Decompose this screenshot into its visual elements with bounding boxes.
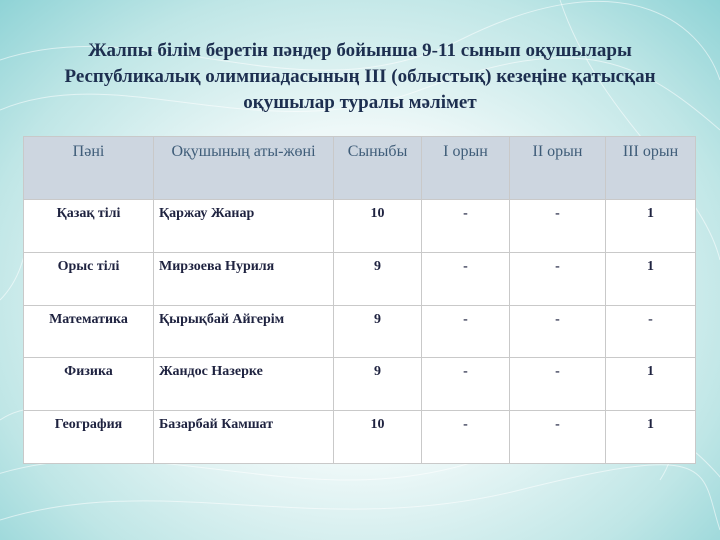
header-second-place: ІІ орын [510, 137, 606, 200]
header-first-place: І орын [422, 137, 510, 200]
header-subject: Пәні [24, 137, 154, 200]
cell-subject: Қазақ тілі [24, 200, 154, 253]
table-row [24, 252, 696, 305]
table-row [24, 411, 696, 464]
page-title [20, 38, 700, 116]
table-row [24, 200, 696, 253]
header-grade: Сыныбы [334, 137, 422, 200]
cell-second-place: - [510, 358, 606, 411]
cell-subject: Математика [24, 305, 154, 358]
cell-grade: 9 [334, 252, 422, 305]
cell-student-name: Жандос Назерке [154, 358, 334, 411]
cell-subject: Физика [24, 358, 154, 411]
title-line-1: Жалпы білім беретін пәндер бойынша 9-11 сынып оқушылары [88, 40, 632, 61]
cell-first-place: - [422, 252, 510, 305]
cell-student-name: Мирзоева Нуриля [154, 252, 334, 305]
cell-third-place: - [606, 305, 696, 358]
cell-first-place: - [422, 358, 510, 411]
cell-student-name: Қаржау Жанар [154, 200, 334, 253]
cell-third-place: 1 [606, 411, 696, 464]
cell-subject: География [24, 411, 154, 464]
cell-first-place: - [422, 200, 510, 253]
cell-first-place: - [422, 411, 510, 464]
cell-third-place: 1 [606, 252, 696, 305]
cell-grade: 10 [334, 200, 422, 253]
cell-second-place: - [510, 252, 606, 305]
cell-second-place: - [510, 200, 606, 253]
cell-student-name: Базарбай Камшат [154, 411, 334, 464]
cell-second-place: - [510, 305, 606, 358]
table-row [24, 358, 696, 411]
header-third-place: ІІІ орын [606, 137, 696, 200]
cell-third-place: 1 [606, 200, 696, 253]
table-row [24, 305, 696, 358]
cell-grade: 10 [334, 411, 422, 464]
table-header-row [24, 137, 696, 200]
cell-grade: 9 [334, 305, 422, 358]
title-line-2: Республикалық олимпиадасының ІІІ (облыстық) кезеңіне қатысқан [64, 66, 656, 87]
cell-grade: 9 [334, 358, 422, 411]
cell-second-place: - [510, 411, 606, 464]
header-student-name: Оқушының аты-жөні [154, 137, 334, 200]
cell-third-place: 1 [606, 358, 696, 411]
title-line-3: оқушылар туралы мәлімет [243, 92, 477, 113]
cell-subject: Орыс тілі [24, 252, 154, 305]
cell-student-name: Қырықбай Айгерім [154, 305, 334, 358]
cell-first-place: - [422, 305, 510, 358]
olympiad-results-table [23, 136, 696, 464]
